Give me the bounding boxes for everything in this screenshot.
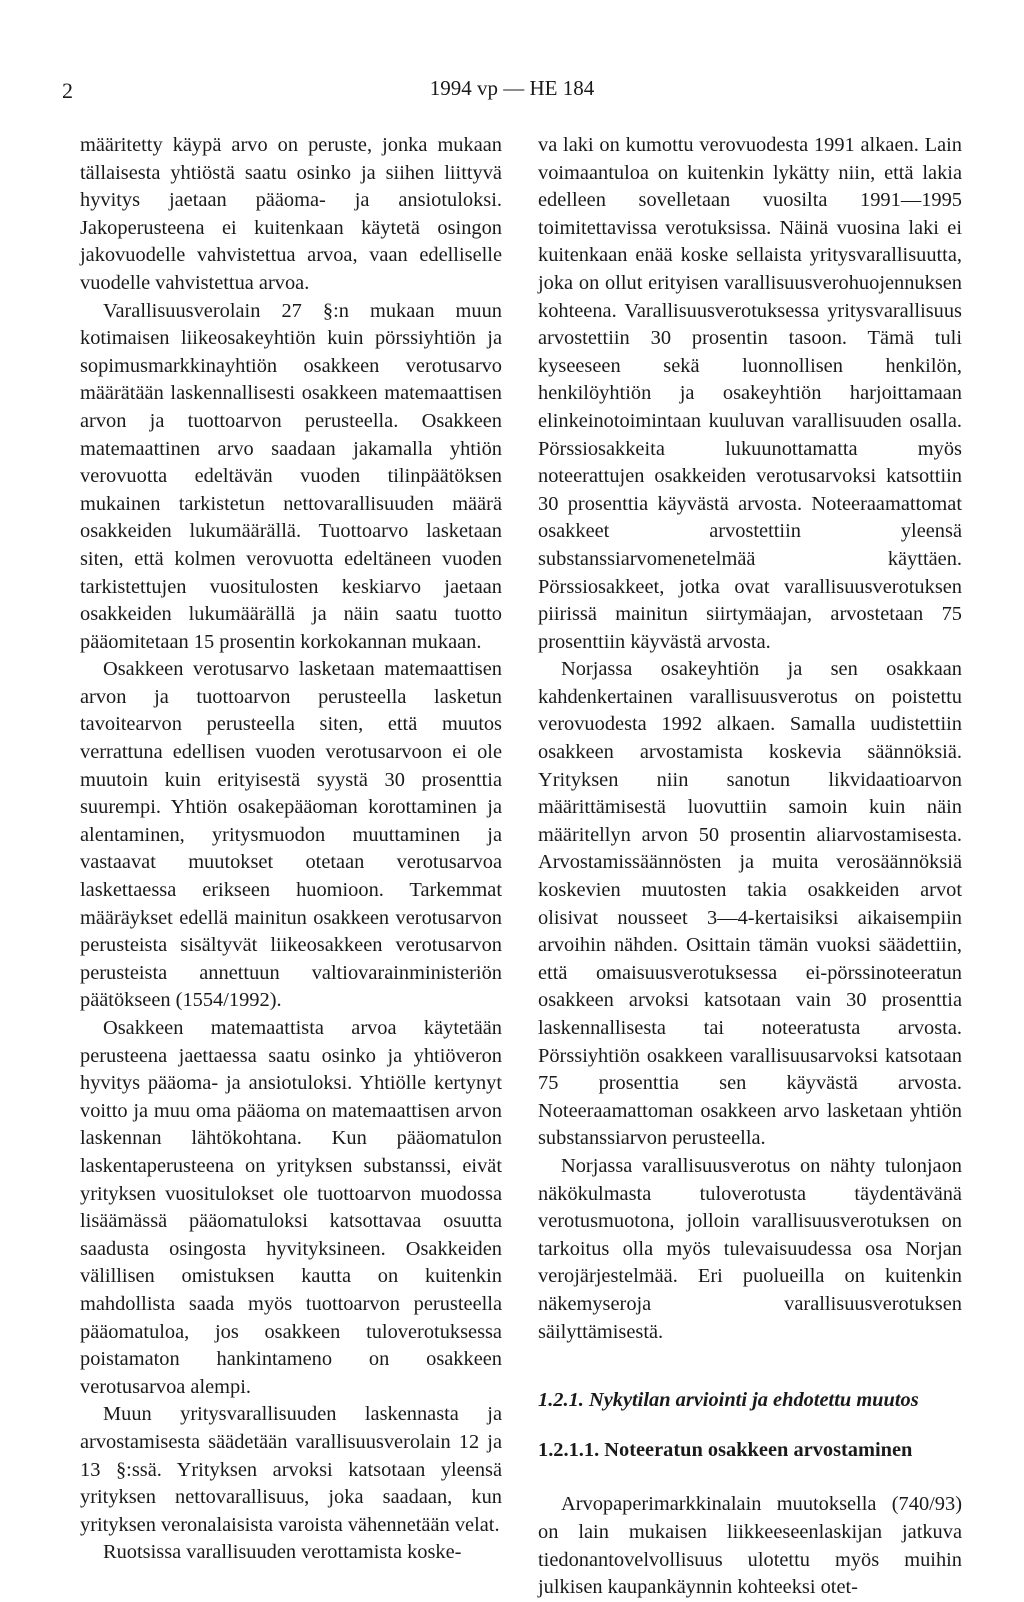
paragraph: Ruotsissa varallisuuden verottamista koske- [103, 1541, 462, 1564]
paragraph: va laki on kumottu verovuodesta 1991 alkaen. Lain voimaantuloa on kuitenkin lykätty niin, että lakia edelleen sovelletaan vuosilta 1991—1995 toimitettavissa verotuksissa. Näinä vuosina laki ei kuitenkaan enää koske sellaista yritysvarallisuutta, joka on ollut erityisen varallisuusverohuojennuksen kohteena. Varallisuusverotuksessa yritysvarallisuus arvostettiin 30 prosentin tasoon. Tämä tuli kyseeseen sekä luonnollisen henkilön, henkilöyhtiön ja osakeyhtiön harjoittamaan elinkeinotoimintaan kuuluvan varallisuuden osalla. Pörssiosakkeita lukuunottamatta myös noteerattujen osakkeiden verotusarvoksi katsottiin 30 prosenttia käyvästä arvosta. Noteeraamattomat osakkeet arvostettiin yleensä substanssiarvomenetelmää käyttäen. Pörssiosakkeet, jotka ovat varallisuusverotuksen piirissä mainitun siirtymäajan, arvostetaan 75 prosenttiin käyvästä arvosta. [538, 134, 962, 653]
running-head: 1994 vp — HE 184 [429, 76, 595, 100]
subsection-heading: 1.2.1.1. Noteeratun osakkeen arvostaminen [538, 1438, 913, 1461]
paragraph: Osakkeen matemaattista arvoa käytetään perusteena jaettaessa saatu osinko ja yhtiöveron hyvitys pääoma- ja ansiotuloksi. Yhtiölle kertynyt voitto ja muu oma pääoma on matemaattisen arvon laskennan lähtökohtana. Kun pääomatulon laskentaperusteena on yrityksen substanssi, eivät yrityksen vuositulokset ole tuottoarvon muodossa lisäämässä pääomatuloksi katsottavaa osuutta saadusta osingosta hyvityksineen. Osakkeiden välillisen omistuksen kautta on kuitenkin mahdollista saada myös tuottoarvon perusteella pääomatuloa, jos osakkeen tuloverotuksessa poistamaton hankintameno on osakkeen verotusarvoa alempi. [80, 1017, 502, 1398]
left-column [80, 132, 502, 1567]
paragraph: määritetty käypä arvo on peruste, jonka mukaan tällaisesta yhtiöstä saatu osinko ja siihen liittyvä hyvitys jaetaan pääoma- ja ansiotuloksi. Jakoperusteena ei kuitenkaan käytetä osingon jakovuodelle vahvistettua arvoa, vaan edelliselle vuodelle vahvistettua arvoa. [80, 134, 502, 294]
section-heading: 1.2.1. Nykytilan arviointi ja ehdotettu muutos [538, 1389, 919, 1412]
paragraph: Osakkeen verotusarvo lasketaan matemaattisen arvon ja tuottoarvon perusteella lasketun tavoitearvon perusteella siten, että muutos verrattuna edellisen vuoden verotusarvoon ei ole muutoin kuin erityisestä syystä 30 prosenttia suurempi. Yhtiön osakepääoman korottaminen ja alentaminen, yritysmuodon muuttaminen ja vastaavat muutokset otetaan verotusarvoa laskettaessa erikseen huomioon. Tarkemmat määräykset edellä mainitun osakkeen verotusarvon perusteista sisältyvät liikeosakkeen verotusarvon perusteista annettuun valtiovarainministeriön päätökseen (1554/1992). [80, 658, 502, 1012]
page-number: 2 [62, 78, 73, 103]
paragraph: Arvopaperimarkkinalain muutoksella (740/93) on lain mukaisen liikkeeseenlaskijan jatkuva tiedonantovelvollisuus ulotettu myös muihin julkisen kaupankäynnin kohteeksi otet- [538, 1493, 962, 1599]
paragraph: Muun yritysvarallisuuden laskennasta ja arvostamisesta säädetään varallisuusverolain 12 ja 13 §:ssä. Yrityksen arvoksi katsotaan yleensä yrityksen nettovarallisuus, joka saadaan, kun yrityksen veronalaisista varoista vähennetään velat. [80, 1403, 502, 1536]
paragraph: Norjassa varallisuusverotus on nähty tulonjaon näkökulmasta tuloverotusta täydentävänä verotusmuotona, jolloin varallisuusverotuksen on tarkoitus olla myös tulevaisuudessa osa Norjan verojärjestelmää. Eri puolueilla on kuitenkin näkemyseroja varallisuusverotuksen säilyttämisestä. [538, 1154, 962, 1343]
right-column [538, 132, 962, 1602]
paragraph: Norjassa osakeyhtiön ja sen osakkaan kahdenkertainen varallisuusverotus on poistettu verovuodesta 1992 alkaen. Samalla uudistettiin osakkeen arvostamista koskevia säännöksiä. Yrityksen niin sanotun likvidaatioarvon määrittämisestä luovuttiin samoin kuin näin määritellyn arvon 50 prosentin aliarvostamisesta. Arvostamissäännösten ja muita verosäännöksiä koskevien muutosten takia osakkeiden arvot olisivat nousseet 3—4-kertaisiksi aikaisempiin arvoihin nähden. Osittain tämän vuoksi säädettiin, että omaisuusverotuksessa ei-pörssinoteeratun osakkeen arvoksi katsotaan vain 30 prosenttia laskennallisesta tai noteeratusta arvosta. Pörssiyhtiön osakkeen varallisuusarvoksi katsotaan 75 prosenttia sen käyvästä arvosta. Noteeraamattoman osakkeen arvo lasketaan yhtiön substanssiarvon perusteella. [538, 658, 962, 1150]
paragraph: Varallisuusverolain 27 §:n mukaan muun kotimaisen liikeosakeyhtiön kuin pörssiyhtiön ja sopimusmarkkinayhtiön osakkeen verotusarvo määrätään laskennallisesti osakkeen matemaattisen arvon ja tuottoarvon perusteella. Osakkeen matemaattinen arvo saadaan jakamalla yhtiön verovuotta edeltävän vuoden tilinpäätöksen mukainen tarkistetun nettovarallisuuden määrä osakkeiden lukumäärällä. Tuottoarvo lasketaan siten, että kolmen verovuotta edeltäneen vuoden tarkistettujen vuositulosten keskiarvo jaetaan osakkeiden lukumäärällä ja näin saatu tuotto pääomitetaan 15 prosentin korkokannan mukaan. [80, 299, 502, 653]
